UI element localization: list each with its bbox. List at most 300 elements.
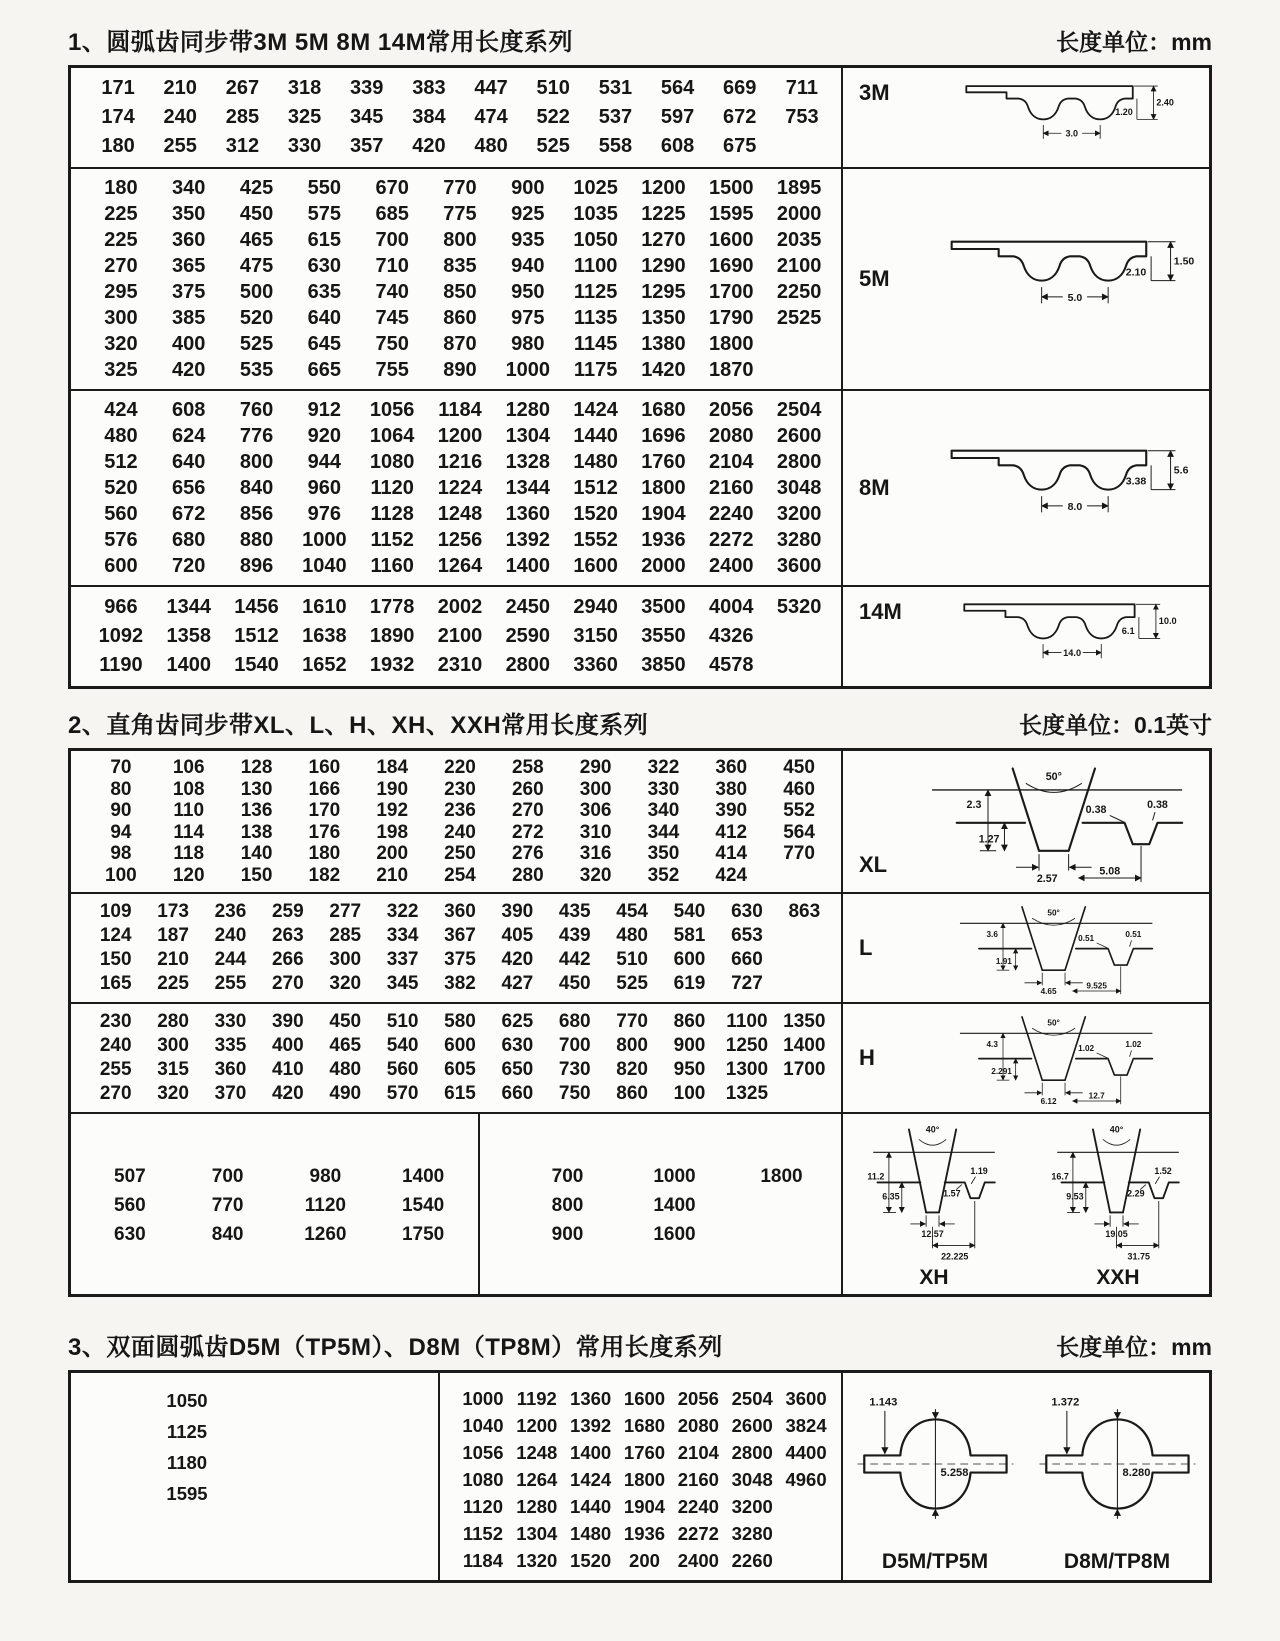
- length-value: 1638: [302, 625, 347, 647]
- xh-xxh-values-cell: [71, 1112, 841, 1294]
- length-value: 442: [558, 949, 591, 970]
- length-value: 940: [511, 254, 545, 277]
- length-value: 890: [443, 358, 477, 381]
- length-value: 700: [551, 1165, 584, 1187]
- tooth-height-dimension: 6.35: [882, 1191, 900, 1202]
- length-value: 1600: [623, 1387, 666, 1409]
- tooth-height-dimension: 1.20: [1115, 106, 1133, 117]
- length-value: 653: [731, 925, 763, 946]
- length-value: 100: [673, 1083, 706, 1104]
- length-value: 1350: [641, 306, 686, 329]
- length-value: 3200: [776, 502, 822, 525]
- length-value: 630: [501, 1035, 534, 1056]
- tooth-angle-dimension: 50°: [1047, 908, 1060, 918]
- belt-type-label-3m: 3M: [859, 80, 890, 105]
- length-value: 236: [444, 800, 476, 821]
- tooth-angle-dimension: 40°: [1109, 1124, 1124, 1135]
- length-value: 2800: [731, 1441, 773, 1463]
- h-length-values: [71, 1002, 841, 1112]
- radius-dimension: 0.38: [1147, 798, 1168, 811]
- length-value: 860: [616, 1083, 648, 1104]
- length-value: 1290: [641, 254, 686, 277]
- length-value: 1392: [505, 528, 551, 551]
- length-value: 450: [329, 1011, 362, 1032]
- length-value: 1080: [462, 1468, 504, 1490]
- length-value: 560: [114, 1194, 146, 1216]
- length-value: 1056: [462, 1441, 504, 1463]
- h-tooth-profile-diagram: [903, 1008, 1203, 1108]
- length-value: 176: [308, 821, 341, 843]
- 5m-length-values: [71, 167, 841, 389]
- length-value: 200: [629, 1549, 660, 1571]
- length-value: 2272: [677, 1522, 719, 1544]
- belt-back-dimension: 1.50: [1173, 255, 1195, 268]
- length-row: [87, 1385, 287, 1416]
- length-value: 753: [785, 106, 819, 128]
- length-value: 1512: [234, 625, 279, 647]
- length-row: [87, 227, 833, 253]
- length-value: 1325: [725, 1083, 769, 1104]
- length-value: 1300: [725, 1059, 769, 1080]
- length-value: 173: [157, 901, 189, 922]
- length-value: 710: [375, 254, 409, 277]
- land-thickness-dimension: 1.143: [869, 1396, 897, 1409]
- length-value: 425: [239, 176, 274, 199]
- belt-type-label-d5m: D5M/TP5M: [881, 1549, 989, 1573]
- length-value: 740: [375, 280, 409, 303]
- length-value: 608: [660, 135, 695, 157]
- length-value: 1304: [516, 1522, 558, 1544]
- length-value: 350: [647, 843, 680, 864]
- belt-total-height-dimension: 5.258: [940, 1466, 968, 1479]
- length-value: 110: [173, 800, 205, 821]
- section-2-title: 2、直角齿同步带XL、L、H、XH、XXH常用长度系列: [68, 712, 649, 739]
- length-value: 109: [99, 901, 132, 922]
- length-value: 360: [715, 757, 748, 778]
- length-value: 863: [788, 901, 821, 922]
- length-value: 3600: [776, 554, 822, 577]
- belt-total-height-dimension: 8.280: [1122, 1466, 1150, 1479]
- tooth-width-dimension: 4.65: [1040, 987, 1057, 997]
- length-value: 880: [239, 528, 274, 551]
- length-value: 975: [511, 306, 545, 329]
- length-row: [87, 757, 833, 779]
- length-value: 3150: [573, 625, 618, 647]
- tooth-height-dimension: 1.27: [978, 833, 1000, 846]
- xxh-length-values: [478, 1114, 841, 1294]
- length-value: 170: [308, 800, 341, 821]
- length-value: 608: [172, 398, 206, 421]
- length-value: 330: [287, 135, 322, 157]
- length-value: 375: [444, 949, 476, 970]
- length-row: [87, 175, 833, 201]
- length-value: 98: [110, 843, 132, 864]
- length-value: 114: [173, 821, 205, 843]
- length-value: 300: [579, 778, 612, 800]
- length-value: 4326: [709, 625, 754, 647]
- length-row: [87, 449, 833, 475]
- length-value: 2800: [505, 654, 551, 676]
- length-value: 1700: [709, 280, 754, 303]
- tooth-height-dimension: 9.53: [1066, 1191, 1084, 1202]
- length-value: 1250: [725, 1035, 769, 1056]
- belt-thickness-dimension: 16.7: [1051, 1171, 1069, 1182]
- length-value: 259: [271, 901, 304, 922]
- xl-tooth-profile-diagram: [903, 757, 1203, 887]
- length-value: 180: [101, 135, 135, 157]
- length-value: 352: [647, 864, 680, 886]
- length-value: 2590: [505, 625, 551, 647]
- pitch-dimension: 3.0: [1065, 128, 1078, 139]
- tooth-height-dimension: 2.10: [1125, 266, 1147, 279]
- length-row: [87, 279, 833, 305]
- length-value: 3280: [731, 1522, 773, 1544]
- length-value: 316: [579, 843, 612, 864]
- length-value: 507: [114, 1165, 146, 1187]
- belt-type-label-xxh: XXH: [1096, 1266, 1140, 1289]
- d5m-profile: [849, 1380, 1021, 1574]
- length-value: 70: [110, 757, 132, 778]
- belt-type-label-8m: 8M: [859, 475, 890, 500]
- length-value: 182: [308, 864, 341, 886]
- length-value: 136: [240, 800, 273, 821]
- length-value: 540: [386, 1035, 419, 1056]
- length-value: 480: [104, 424, 138, 447]
- length-value: 4578: [709, 654, 754, 676]
- length-value: 2035: [776, 228, 822, 251]
- length-value: 300: [157, 1035, 189, 1056]
- length-value: 1750: [401, 1223, 445, 1245]
- length-value: 384: [412, 106, 446, 128]
- length-row: [87, 1478, 287, 1509]
- length-value: 558: [598, 135, 633, 157]
- length-value: 3048: [731, 1468, 773, 1490]
- length-value: 300: [104, 306, 138, 329]
- length-value: 2800: [776, 450, 822, 473]
- length-value: 1320: [516, 1549, 558, 1571]
- length-value: 1304: [505, 424, 551, 447]
- length-row: [87, 103, 833, 132]
- length-value: 900: [551, 1223, 584, 1245]
- length-value: 540: [673, 901, 706, 922]
- length-row: [87, 865, 833, 887]
- length-value: 450: [239, 202, 274, 225]
- length-value: 560: [104, 502, 138, 525]
- length-value: 800: [443, 228, 477, 251]
- length-value: 100: [105, 864, 137, 886]
- pitch-dimension: 22.225: [941, 1251, 969, 1262]
- d8m-profile: [1031, 1380, 1203, 1574]
- length-value: 510: [616, 949, 648, 970]
- length-value: 1280: [505, 398, 551, 421]
- length-value: 840: [211, 1223, 244, 1245]
- length-row: [514, 1220, 835, 1249]
- length-value: 1610: [302, 596, 347, 618]
- length-value: 1360: [570, 1387, 612, 1409]
- length-value: 840: [239, 476, 274, 499]
- length-value: 1256: [437, 528, 483, 551]
- length-value: 650: [501, 1059, 534, 1080]
- tooth-angle-dimension: 50°: [1045, 770, 1062, 783]
- length-value: 339: [350, 77, 384, 99]
- length-value: 575: [307, 202, 342, 225]
- length-value: 640: [307, 306, 342, 329]
- length-value: 1050: [166, 1389, 208, 1411]
- length-value: 1800: [760, 1165, 803, 1187]
- tooth-profile-path: [952, 451, 1147, 490]
- radius-dimension: 1.02: [1125, 1040, 1142, 1050]
- length-value: 680: [558, 1011, 591, 1032]
- length-value: 1280: [516, 1495, 558, 1517]
- length-value: 263: [271, 925, 304, 946]
- radius-dimension: 0.51: [1078, 934, 1095, 944]
- length-row: [87, 357, 833, 383]
- belt-type-label-d8m: D8M/TP8M: [1063, 1549, 1171, 1573]
- length-value: 1696: [641, 424, 686, 447]
- length-value: 325: [104, 358, 138, 381]
- length-value: 615: [307, 228, 342, 251]
- length-value: 630: [114, 1223, 146, 1245]
- length-value: 912: [307, 398, 342, 421]
- length-value: 337: [386, 949, 419, 970]
- length-value: 412: [715, 821, 748, 843]
- length-row: [87, 501, 833, 527]
- length-value: 745: [375, 306, 409, 329]
- length-value: 860: [443, 306, 477, 329]
- length-value: 344: [647, 821, 680, 843]
- length-value: 405: [501, 925, 534, 946]
- section-1-header: [68, 22, 1212, 57]
- length-value: 1200: [437, 424, 483, 447]
- length-value: 770: [616, 1011, 648, 1032]
- length-value: 350: [172, 202, 206, 225]
- length-value: 2450: [505, 596, 551, 618]
- length-value: 800: [616, 1035, 648, 1056]
- 8m-profile-cell: [841, 389, 1209, 585]
- length-value: 672: [723, 106, 757, 128]
- 14m-tooth-profile-diagram: [903, 593, 1203, 681]
- length-value: 1760: [641, 450, 686, 473]
- tooth-width-dimension: 12.57: [921, 1228, 944, 1239]
- length-row: [87, 305, 833, 331]
- length-value: 2100: [437, 625, 483, 647]
- length-value: 1064: [369, 424, 415, 447]
- length-value: 480: [474, 135, 508, 157]
- length-value: 410: [271, 1059, 304, 1080]
- length-row: [87, 331, 833, 357]
- length-value: 90: [110, 800, 132, 821]
- length-value: 1890: [369, 625, 415, 647]
- length-value: 490: [329, 1083, 362, 1104]
- length-value: 1600: [573, 554, 618, 577]
- length-value: 240: [99, 1035, 132, 1056]
- 8m-tooth-profile-diagram: [903, 417, 1203, 559]
- length-row: [456, 1439, 833, 1466]
- radius-dimension: 0.38: [1085, 803, 1107, 816]
- length-value: 318: [287, 77, 322, 99]
- length-value: 1000: [302, 528, 347, 551]
- length-value: 1295: [641, 280, 686, 303]
- length-value: 966: [104, 596, 138, 618]
- length-value: 1690: [709, 254, 754, 277]
- length-value: 435: [558, 901, 591, 922]
- length-value: 1760: [623, 1441, 666, 1463]
- xl-length-values: [71, 751, 841, 892]
- length-value: 1400: [653, 1194, 696, 1216]
- length-value: 198: [376, 821, 409, 843]
- length-value: 94: [110, 821, 132, 843]
- length-value: 711: [785, 77, 819, 99]
- length-row: [87, 74, 833, 103]
- length-value: 570: [386, 1083, 419, 1104]
- length-value: 3048: [776, 476, 822, 499]
- length-row: [87, 475, 833, 501]
- radius-dimension: 1.57: [943, 1188, 961, 1199]
- length-value: 660: [731, 949, 763, 970]
- 3m-length-values: [71, 68, 841, 167]
- length-value: 365: [172, 254, 206, 277]
- trapezoid-tooth-length-table: [68, 748, 1212, 1297]
- 14m-profile-cell: [841, 585, 1209, 686]
- length-value: 1392: [570, 1414, 612, 1436]
- length-value: 1680: [623, 1414, 666, 1436]
- length-value: 1680: [641, 398, 686, 421]
- length-value: 124: [99, 925, 132, 946]
- length-value: 1936: [623, 1522, 666, 1544]
- length-value: 424: [104, 398, 138, 421]
- length-value: 180: [308, 843, 341, 864]
- length-value: 1264: [437, 554, 483, 577]
- length-value: 1135: [573, 306, 618, 329]
- length-value: 2272: [709, 528, 754, 551]
- length-value: 525: [616, 973, 648, 994]
- length-value: 720: [172, 554, 206, 577]
- length-value: 180: [104, 176, 138, 199]
- length-value: 1216: [437, 450, 483, 473]
- length-value: 1400: [505, 554, 551, 577]
- length-value: 750: [375, 332, 409, 355]
- length-value: 225: [104, 202, 138, 225]
- length-row: [87, 553, 833, 579]
- length-value: 280: [157, 1011, 189, 1032]
- belt-thickness-dimension: 4.3: [986, 1040, 998, 1050]
- length-value: 950: [673, 1059, 706, 1080]
- length-value: 1895: [776, 176, 822, 199]
- length-value: 322: [386, 901, 419, 922]
- length-value: 600: [104, 554, 138, 577]
- length-value: 439: [558, 925, 591, 946]
- length-value: 150: [99, 949, 132, 970]
- length-value: 935: [511, 228, 545, 251]
- length-value: 277: [329, 901, 362, 922]
- length-value: 1595: [709, 202, 754, 225]
- length-value: 597: [660, 106, 695, 128]
- length-value: 2600: [731, 1414, 773, 1436]
- length-row: [87, 924, 833, 948]
- length-value: 1200: [641, 176, 686, 199]
- length-value: 1192: [516, 1387, 557, 1409]
- length-value: 980: [511, 332, 545, 355]
- length-value: 1424: [573, 398, 618, 421]
- length-value: 1400: [401, 1165, 445, 1187]
- length-value: 2000: [641, 554, 686, 577]
- length-row: [456, 1493, 833, 1520]
- length-value: 390: [271, 1011, 304, 1032]
- length-value: 1056: [369, 398, 415, 421]
- length-value: 770: [211, 1194, 244, 1216]
- length-value: 460: [783, 778, 815, 800]
- length-value: 775: [443, 202, 477, 225]
- pitch-dimension: 5.08: [1099, 865, 1121, 878]
- length-value: 1500: [709, 176, 754, 199]
- length-value: 776: [239, 424, 274, 447]
- length-value: 340: [647, 800, 680, 821]
- section-2-header: [68, 705, 1212, 740]
- length-value: 465: [239, 228, 274, 251]
- 3m-profile-cell: [841, 68, 1209, 167]
- length-value: 360: [444, 901, 476, 922]
- length-value: 1360: [505, 502, 551, 525]
- radius-dimension: 0.51: [1125, 930, 1142, 940]
- length-value: 500: [239, 280, 274, 303]
- length-value: 685: [375, 202, 409, 225]
- length-value: 130: [240, 778, 273, 800]
- length-value: 4400: [785, 1441, 827, 1463]
- length-value: 306: [579, 800, 612, 821]
- length-value: 2400: [677, 1549, 719, 1571]
- length-value: 1145: [573, 332, 618, 355]
- length-value: 3600: [785, 1387, 827, 1409]
- belt-thickness-dimension: 2.40: [1156, 97, 1174, 108]
- length-row: [456, 1520, 833, 1547]
- xxh-profile: [1033, 1118, 1203, 1290]
- length-value: 270: [104, 254, 138, 277]
- length-value: 420: [501, 949, 534, 970]
- radius-dimension: 2.29: [1127, 1188, 1145, 1199]
- radius-dimension: 1.52: [1154, 1165, 1172, 1176]
- xxh-tooth-profile-diagram: [1050, 1118, 1186, 1264]
- length-value: 850: [443, 280, 477, 303]
- length-value: 2104: [709, 450, 754, 473]
- length-row: [87, 651, 833, 680]
- length-value: 454: [616, 901, 648, 922]
- length-value: 382: [444, 973, 476, 994]
- length-value: 160: [308, 757, 341, 778]
- length-row: [87, 1447, 287, 1478]
- length-value: 2002: [437, 596, 483, 618]
- length-value: 660: [501, 1083, 534, 1104]
- length-value: 1936: [641, 528, 686, 551]
- pitch-dimension: 8.0: [1067, 500, 1083, 513]
- l-length-values: [71, 892, 841, 1002]
- length-value: 510: [536, 77, 570, 99]
- length-value: 727: [731, 973, 763, 994]
- section-3-unit: 长度单位：mm: [1056, 1334, 1212, 1360]
- length-value: 367: [444, 925, 476, 946]
- xh-profile: [849, 1118, 1019, 1290]
- belt-thickness-dimension: 2.3: [966, 798, 982, 811]
- length-row: [81, 1220, 472, 1249]
- length-value: 1540: [401, 1194, 445, 1216]
- length-value: 3280: [776, 528, 822, 551]
- tooth-height-dimension: 6.1: [1121, 625, 1135, 636]
- length-value: 360: [172, 228, 206, 251]
- length-value: 385: [172, 306, 206, 329]
- length-value: 427: [501, 973, 534, 994]
- length-row: [81, 1191, 472, 1220]
- length-value: 510: [386, 1011, 419, 1032]
- length-value: 345: [350, 106, 384, 128]
